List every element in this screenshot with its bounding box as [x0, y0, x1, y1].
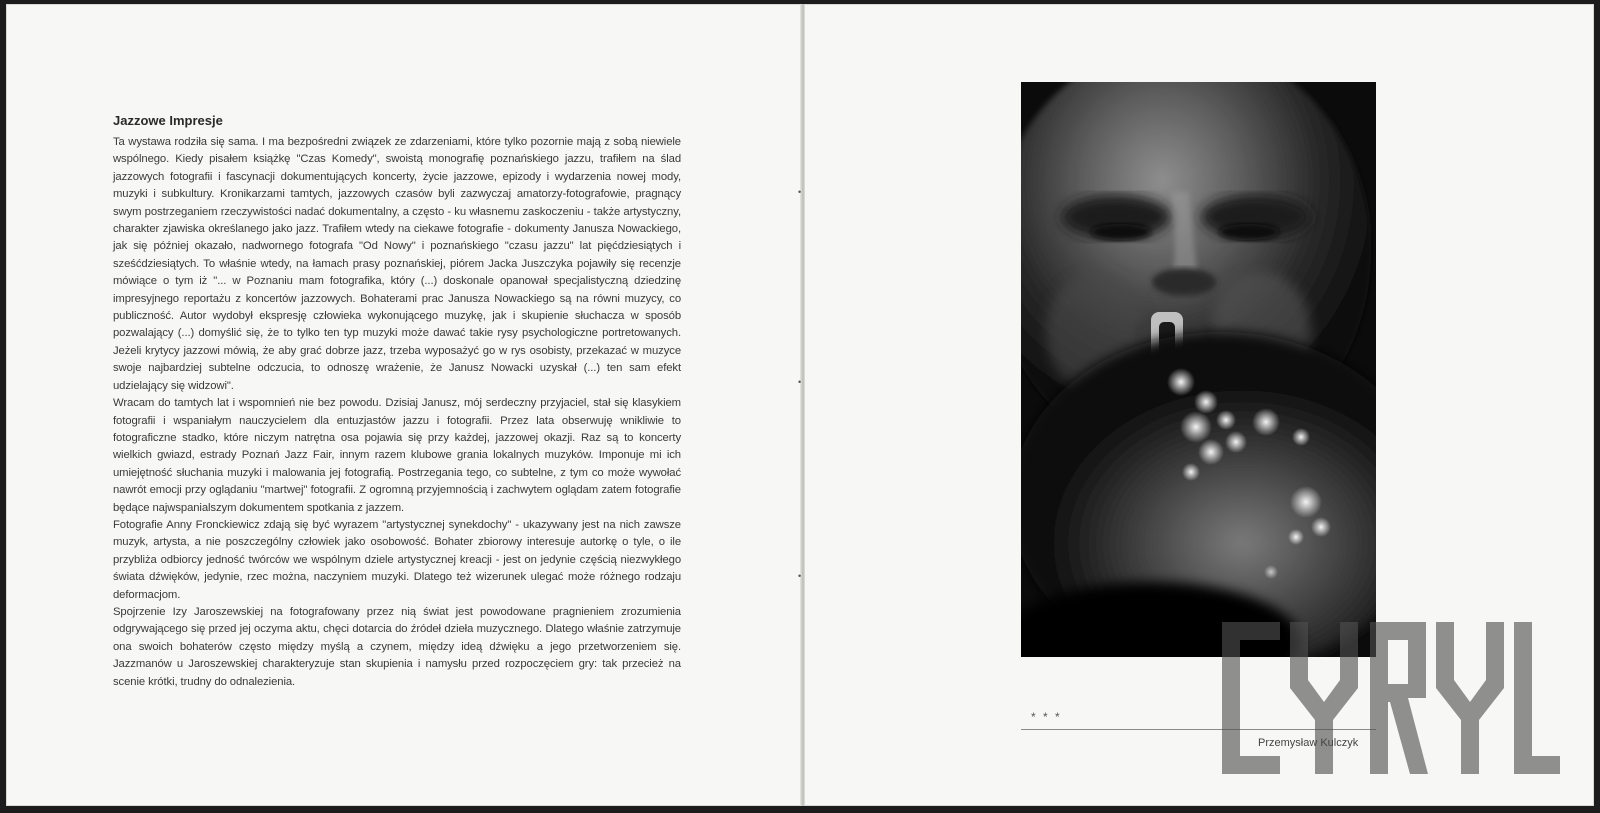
article-title: Jazzowe Impresje: [113, 113, 223, 128]
binding-mark: •: [798, 377, 802, 387]
author-name: Przemysław Kulczyk: [1258, 737, 1359, 749]
cyryl-watermark-logo: [1222, 622, 1560, 774]
section-stars: * * *: [1031, 710, 1062, 724]
article-paragraph: Ta wystawa rodziła się sama. I ma bezpośredni związek ze zdarzeniami, które tylko pozornie mają z sobą niewiele wspólnego. Kiedy pisałem książkę "Czas Komedy", swoistą monografię poznańskiego jazzu, trafiłem na ślad jazzowych fotografii i fascynacji dokumentujących koncerty, życie jazzowe, epizody i wydarzenia nowej mody, muzyki i subkultury. Kronikarzami tamtych, jazzowych czasów byli zazwyczaj amatorzy-fotografowie, pragnący swym postrzeganiem rzeczywistości nadać dokumentalny, a często - ku własnemu zaskoczeniu - także artystyczny, charakter zjawiska określanego jako jazz. Trafiłem wtedy na ciekawe fotografie - dokumenty Janusza Nowackiego, jak się później okazało, nadwornego fotografa "Od Nowy" i poznańskiego "czasu jazzu" lat pięćdziesiątych i sześćdziesiątych. To właśnie wtedy, na łamach prasy poznańskiej, piórem Jacka Juszczyka pojawiły się recenzje mówiące o tym iż "... w Poznaniu mam fotografika, który (...) doskonale opanował specjalistyczną dziedzinę impresyjnego reportażu z koncertów jazzowych. Bohaterami prac Janusza Nowackiego są na równi muzycy, co publiczność. Autor wydobył ekspresję człowieka wykonującego muzykę, jak i skupienie słuchacza w sposób pozwalający (...) domyślić się, że to tylko ten typ muzyki może dawać takie rysy psychologiczne portretowanych. Jeżeli krytycy jazzowi mówią, że aby grać dobrze jazz, trzeba wyposażyć go w rys osobisty, przekazać w muzyce swoje najbardziej subtelne odczucia, to odnoszę wrażenie, że Janusz Nowacki uzyskał (...) ten sam efekt udzielający się widzowi".: [113, 136, 681, 392]
article-paragraph: Fotografie Anny Fronckiewicz zdają się być wyrazem "artystycznej synekdochy" - ukazywany jest na nich zawsze muzyk, artysta, a nie poszczególny człowiek jako osobowość. Bohater zbiorowy interesuje autorkę o tyle, o ile przybliża odbiorcy jedność twórców we wspólnym dziele artystycznej kreacji - jest on jedynie częścią niezwykłego świata dźwięków, jedynie, rzec można, naczyniem muzyki. Dlatego też wizerunek ulegać może różnego rodzaju deformacjom.: [113, 518, 681, 601]
cyryl-watermark-letters: [1222, 622, 1560, 774]
saxophonist-photo: [1021, 82, 1376, 657]
article-body: [113, 134, 681, 691]
article: [113, 112, 681, 691]
saxophonist-photo-image: [1021, 82, 1376, 657]
article-paragraph: Spojrzenie Izy Jaroszewskiej na fotografowany przez nią świat jest powodowane pragnieniem zrozumienia odgrywającego się przed jej oczyma aktu, chęci dotarcia do źródeł dzieła muzycznego. Dlatego właśnie zatrzymuje ona swoich bohaterów często między myślą a czynem, między ideą dźwięku a jego przetworzeniem się. Jazzmanów u Jaroszewskiej charakteryzuje stan skupienia i namysłu przed rozpoczęciem gry: tak przecież na scenie krótki, trudny do odnalezienia.: [113, 605, 681, 688]
binding-mark: •: [798, 571, 802, 581]
binding-mark: •: [798, 187, 802, 197]
left-page: [6, 4, 802, 806]
article-paragraph: Wracam do tamtych lat i wspomnień nie bez powodu. Dzisiaj Janusz, mój serdeczny przyjaciel, stał się klasykiem fotografii i wspaniałym nauczycielem dla entuzjastów jazzu i fotografii. Przez lata obserwuję wnikliwie to fotograficzne stadko, które niczym natrętna osa pojawia się przy każdej, jazzowej okazji. Raz są to koncerty wielkich gwiazd, estrady Poznań Jazz Fair, innym razem klubowe grania lokalnych muzyków. Imponuje mi ich umiejętność słuchania muzyki i malowania jej fotografią. Postrzegania tego, co subtelne, z tym co może wywołać nawrót emocji przy oglądaniu "martwej" fotografii. Z ogromną przyjemnością i zachwytem oglądam zatem fotografie będące najwspanialszym dokumentem spotkania z jazzem.: [113, 397, 681, 514]
